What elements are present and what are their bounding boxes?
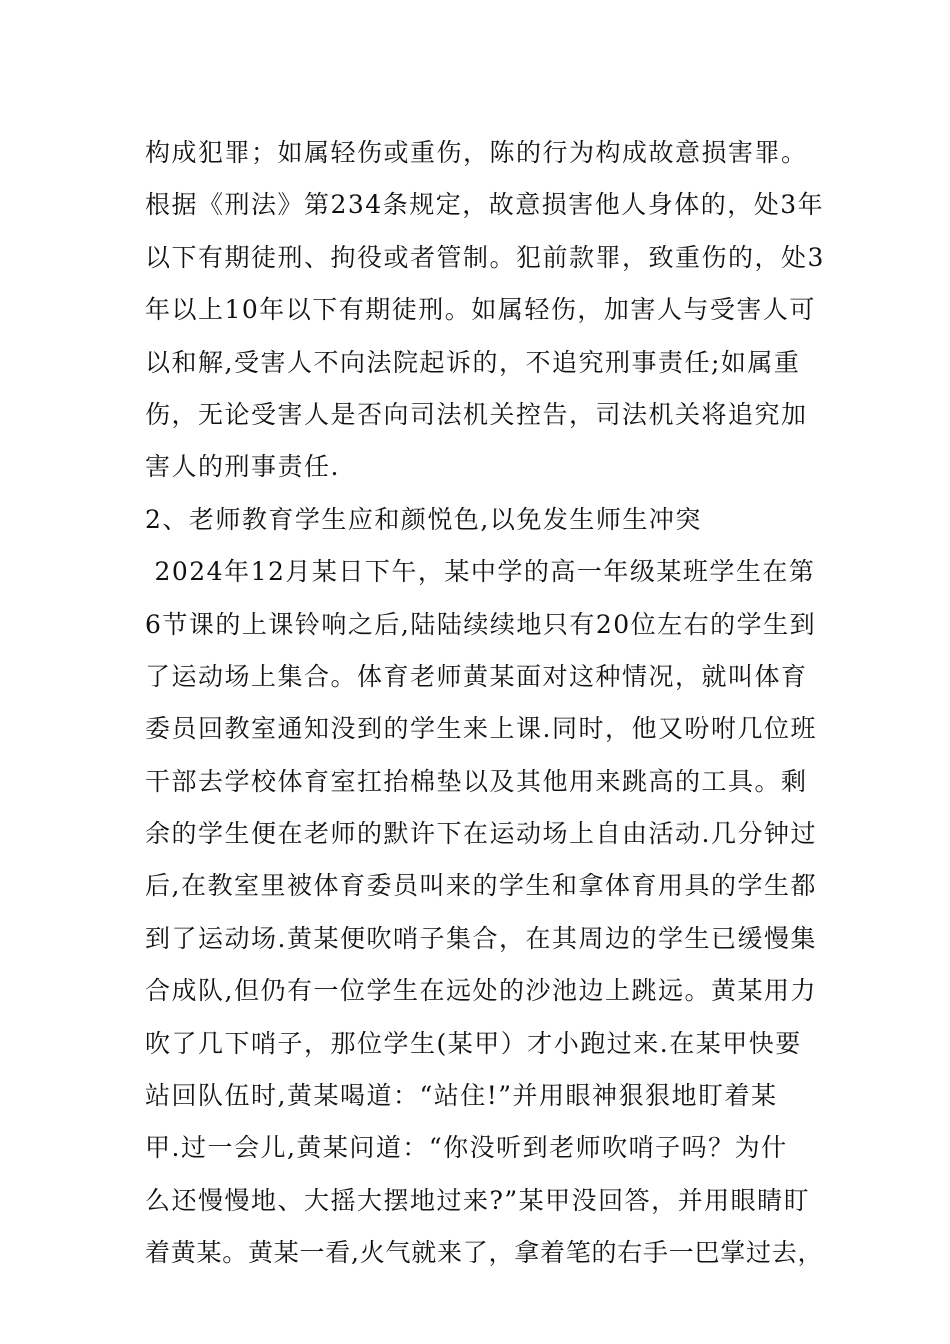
text-line-7: 害人的刑事责任. bbox=[145, 452, 340, 482]
text-line-15: 后,在教室里被体育委员叫来的学生和拿体育用具的学生都 bbox=[145, 871, 817, 901]
text-line-6: 伤，无论受害人是否向司法机关控告，司法机关将追究加 bbox=[145, 399, 808, 429]
text-line-13: 干部去学校体育室扛抬棉垫以及其他用来跳高的工具。剩 bbox=[145, 766, 808, 796]
text-line-3: 以下有期徒刑、拘役或者管制。犯前款罪，致重伤的，处3 bbox=[145, 242, 825, 272]
text-line-12: 委员回教室通知没到的学生来上课.同时，他又吩咐几位班 bbox=[145, 714, 817, 744]
text-line-11: 了运动场上集合。体育老师黄某面对这种情况，就叫体育 bbox=[145, 661, 808, 691]
section-heading: 2、老师教育学生应和颜悦色,以免发生师生冲突 bbox=[145, 504, 702, 534]
text-line-22: 着黄某。黄某一看,火气就来了，拿着笔的右手一巴掌过去， bbox=[145, 1238, 824, 1268]
text-line-14: 余的学生便在老师的默许下在运动场上自由活动.几分钟过 bbox=[145, 819, 817, 849]
text-line-10: 6节课的上课铃响之后,陆陆续续地只有20位左右的学生到 bbox=[145, 609, 817, 639]
text-line-21: 么还慢慢地、大摇大摆地过来?”某甲没回答，并用眼睛盯 bbox=[145, 1185, 811, 1215]
text-line-5: 以和解,受害人不向法院起诉的，不追究刑事责任;如属重 bbox=[145, 347, 801, 377]
text-line-4: 年以上10年以下有期徒刑。如属轻伤，加害人与受害人可 bbox=[145, 295, 816, 325]
text-line-19: 站回队伍时,黄某喝道：“站住!”并用眼神狠狠地盯着某 bbox=[145, 1081, 778, 1111]
body-text bbox=[145, 127, 825, 1280]
text-line-9: 2024年12月某日下午，某中学的高一年级某班学生在第 bbox=[145, 557, 816, 587]
text-line-1: 构成犯罪；如属轻伤或重伤，陈的行为构成故意损害罪。 bbox=[145, 138, 808, 167]
text-line-20: 甲.过一会儿,黄某问道：“你没听到老师吹哨子吗？为什 bbox=[145, 1133, 788, 1163]
text-line-16: 到了运动场.黄某便吹哨子集合，在其周边的学生已缓慢集 bbox=[145, 923, 817, 953]
text-line-18: 吹了几下哨子，那位学生(某甲）才小跑过来.在某甲快要 bbox=[145, 1028, 802, 1058]
text-line-2: 根据《刑法》第234条规定，故意损害他人身体的，处3年 bbox=[145, 190, 825, 220]
text-line-17: 合成队,但仍有一位学生在远处的沙池边上跳远。黄某用力 bbox=[145, 976, 817, 1006]
